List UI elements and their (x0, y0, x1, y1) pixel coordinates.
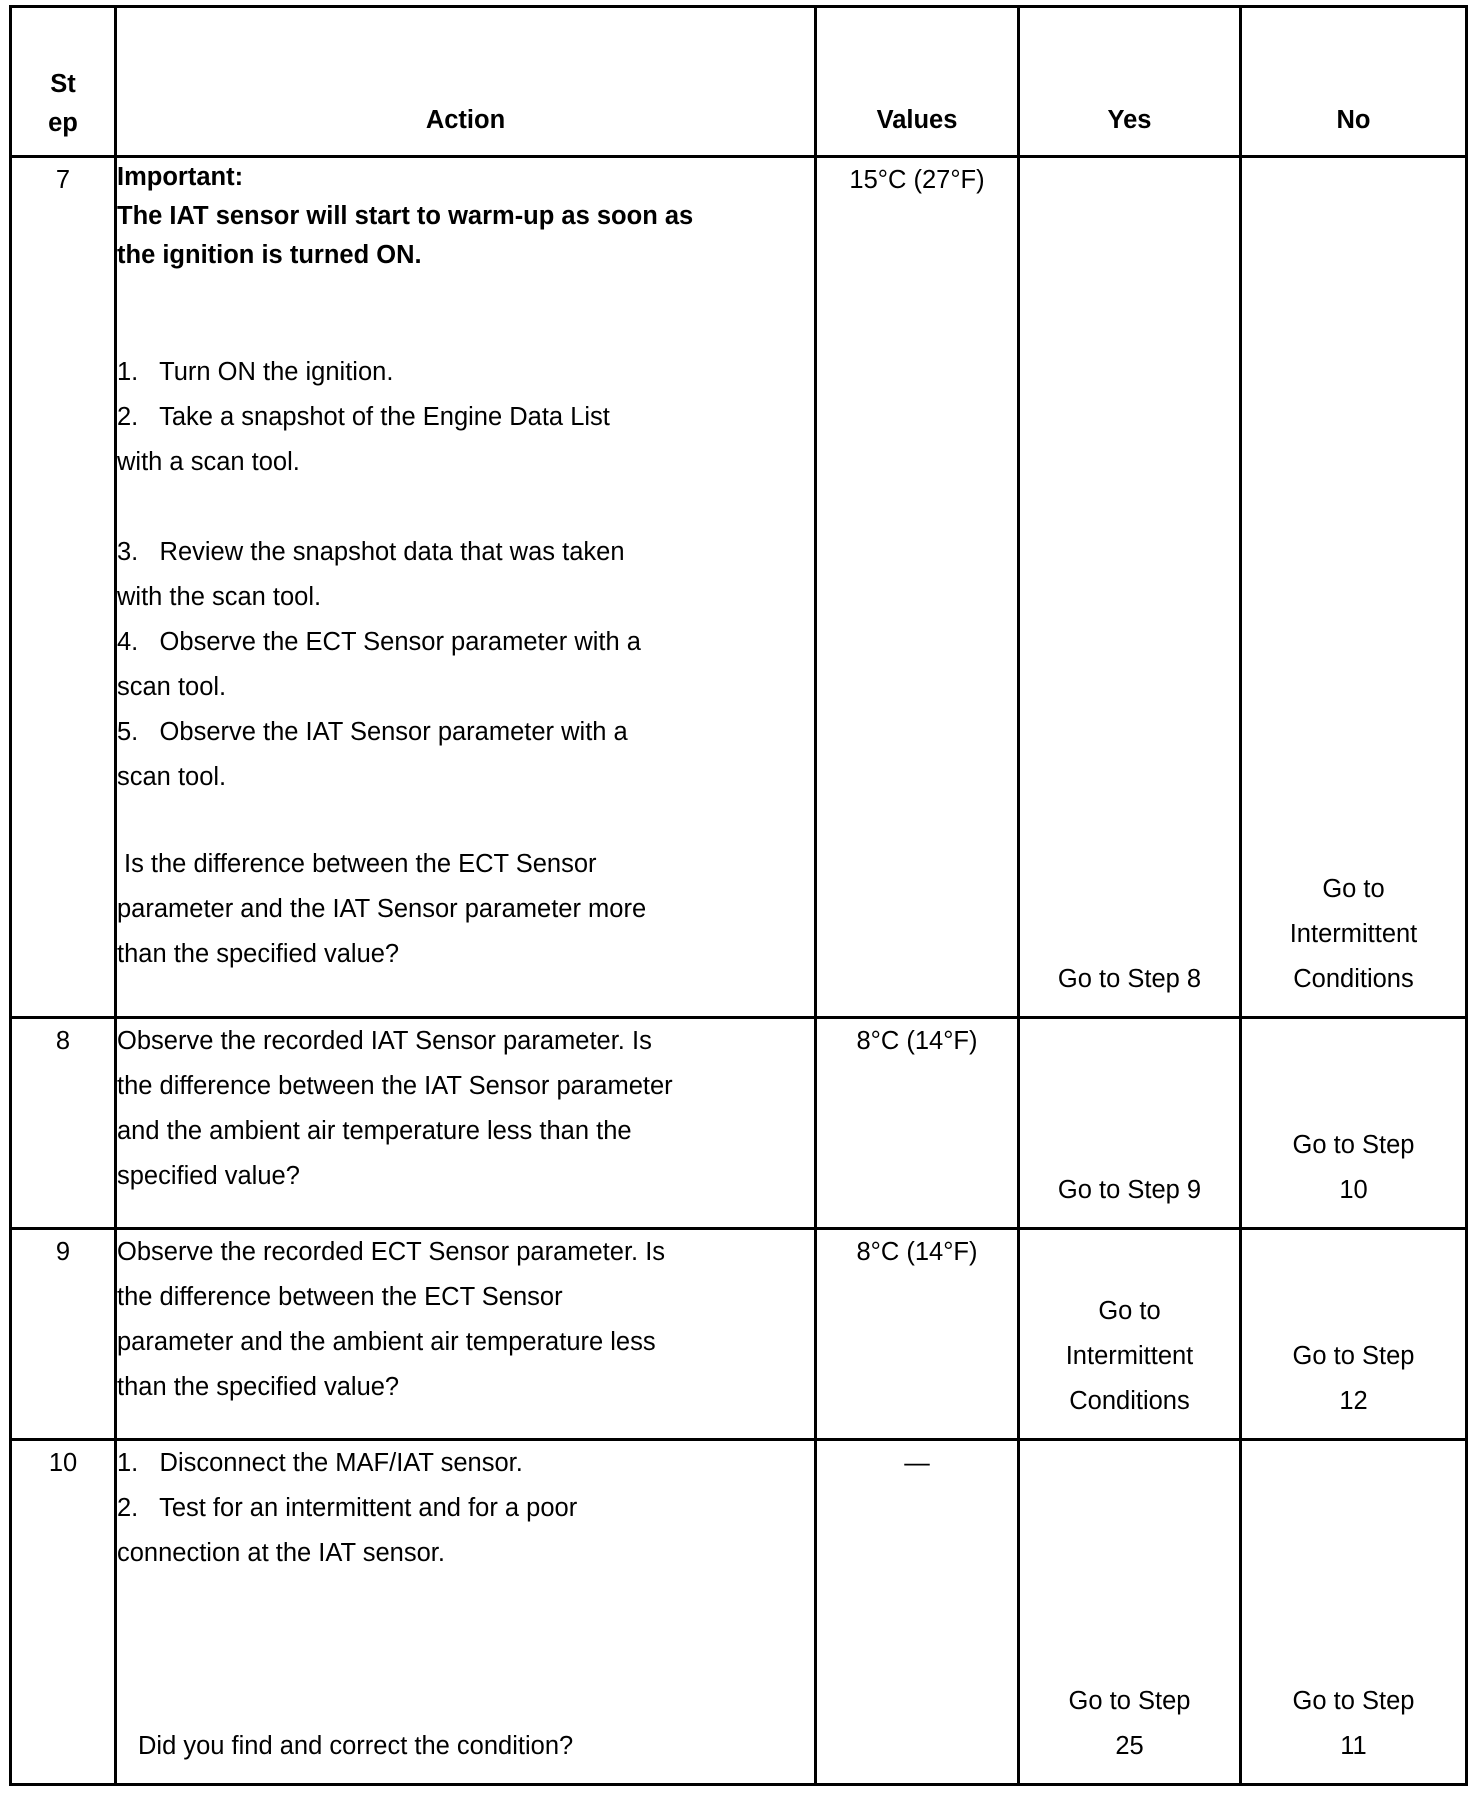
list-item: 4. Observe the ECT Sensor parameter with a scan tool. (117, 628, 641, 701)
table-row (11, 1018, 1467, 1229)
list-item: 3. Review the snapshot data that was taken with the scan tool. (117, 538, 625, 611)
question-line: Did you find and correct the condition? (138, 1732, 574, 1760)
diagnostic-table (9, 5, 1468, 1786)
header-row (11, 7, 1467, 157)
no-cell (1241, 157, 1467, 1018)
no-text-line: Go to (1322, 875, 1385, 903)
action-line: Observe the recorded ECT Sensor parameter. Is (117, 1238, 666, 1266)
step-number: 9 (11, 1229, 116, 1440)
no-text-line: 10 (1339, 1176, 1368, 1204)
table-row (11, 1229, 1467, 1440)
action-cell (116, 1018, 816, 1229)
yes-text-line: Intermittent (1065, 1342, 1194, 1370)
value-cell: 15°C (27°F) (816, 157, 1019, 1018)
no-text-line: Intermittent (1289, 920, 1418, 948)
action-cell (116, 1440, 816, 1785)
no-cell (1241, 1018, 1467, 1229)
action-cell (116, 1229, 816, 1440)
important-text-line: the ignition is turned ON. (117, 241, 422, 269)
step-number: 10 (11, 1440, 116, 1785)
no-text-line: Go to Step (1292, 1342, 1415, 1370)
important-title: Important: (117, 163, 244, 191)
action-line: Observe the recorded IAT Sensor parameter. Is (117, 1027, 652, 1055)
list-item: 2. Test for an intermittent and for a poor connection at the IAT sensor. (117, 1494, 578, 1567)
important-text-line: The IAT sensor will start to warm-up as soon as (117, 202, 694, 230)
table-row (11, 157, 1467, 1018)
no-text-line: 12 (1339, 1387, 1368, 1415)
question-line: than the specified value? (117, 940, 400, 968)
no-cell (1241, 1229, 1467, 1440)
no-text-line: Conditions (1293, 965, 1414, 993)
action-line: than the specified value? (117, 1373, 400, 1401)
question-line: Is the difference between the ECT Sensor (124, 850, 597, 878)
header-action: Action (116, 7, 816, 157)
value-cell: — (816, 1440, 1019, 1785)
yes-text-line: Go to Step (1068, 1687, 1191, 1715)
step-number: 7 (11, 157, 116, 1018)
step-number: 8 (11, 1018, 116, 1229)
yes-text-line: Go to Step 9 (1057, 1176, 1202, 1204)
action-line: the difference between the IAT Sensor parameter (117, 1072, 673, 1100)
action-line: parameter and the ambient air temperature less (117, 1328, 656, 1356)
question-line: parameter and the IAT Sensor parameter more (117, 895, 647, 923)
action-line: and the ambient air temperature less than the (117, 1117, 632, 1145)
value-cell: 8°C (14°F) (816, 1229, 1019, 1440)
no-text-line: Go to Step (1292, 1687, 1415, 1715)
yes-text-line: 25 (1115, 1732, 1144, 1760)
list-item: 1. Disconnect the MAF/IAT sensor. (117, 1449, 523, 1477)
no-cell (1241, 1440, 1467, 1785)
value-cell: 8°C (14°F) (816, 1018, 1019, 1229)
list-item: 2. Take a snapshot of the Engine Data List with a scan tool. (117, 403, 610, 476)
yes-text-line: Conditions (1069, 1387, 1190, 1415)
yes-cell (1019, 1229, 1241, 1440)
list-item: 5. Observe the IAT Sensor parameter with a scan tool. (117, 718, 628, 791)
header-no: No (1241, 7, 1467, 157)
action-cell (116, 157, 816, 1018)
action-line: specified value? (117, 1162, 300, 1190)
no-text-line: 11 (1340, 1732, 1367, 1760)
yes-cell (1019, 1440, 1241, 1785)
header-step: St ep (11, 7, 116, 157)
no-text-line: Go to Step (1292, 1131, 1415, 1159)
yes-text-line: Go to Step 8 (1057, 965, 1202, 993)
header-values: Values (816, 7, 1019, 157)
action-line: the difference between the ECT Sensor (117, 1283, 563, 1311)
header-yes: Yes (1019, 7, 1241, 157)
table-row (11, 1440, 1467, 1785)
yes-cell (1019, 1018, 1241, 1229)
yes-cell (1019, 157, 1241, 1018)
yes-text-line: Go to (1098, 1297, 1161, 1325)
list-item: 1. Turn ON the ignition. (117, 358, 394, 386)
